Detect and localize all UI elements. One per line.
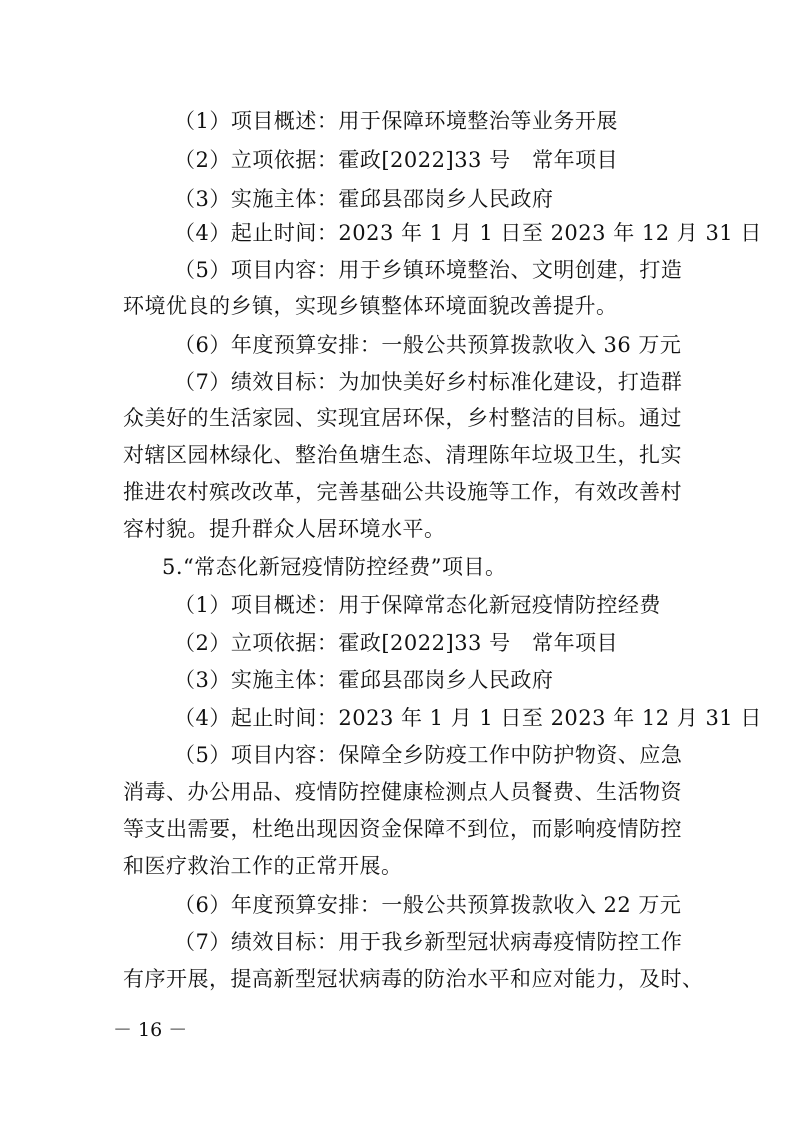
- text-line: 容村貌。提升群众人居环境水平。: [123, 517, 446, 541]
- text-line: （5）项目内容：保障全乡防疫工作中防护物资、应急: [174, 743, 683, 767]
- text-line: （7）绩效目标：用于我乡新型冠状病毒疫情防控工作: [174, 930, 683, 954]
- text-line: （4）起止时间：2023 年 1 月 1 日至 2023 年 12 月 31 日: [174, 221, 762, 245]
- text-line: 和医疗救治工作的正常开展。: [123, 854, 403, 878]
- text-line: （7）绩效目标：为加快美好乡村标准化建设，打造群: [174, 370, 683, 394]
- text-line: （3）实施主体：霍邱县邵岗乡人民政府: [174, 187, 554, 211]
- text-line: （1）项目概述：用于保障环境整治等业务开展: [174, 109, 618, 133]
- page-number: － 16 －: [113, 1019, 188, 1041]
- text-line: 有序开展，提高新型冠状病毒的防治水平和应对能力，及时、: [123, 967, 704, 991]
- text-line: 众美好的生活家园、实现宜居环保，乡村整洁的目标。通过: [123, 406, 682, 430]
- text-line: （2）立项依据：霍政[2022]33 号 常年项目: [174, 148, 619, 172]
- text-line: 环境优良的乡镇，实现乡镇整体环境面貌改善提升。: [123, 294, 618, 318]
- text-line: （3）实施主体：霍邱县邵岗乡人民政府: [174, 668, 554, 692]
- text-line: （4）起止时间：2023 年 1 月 1 日至 2023 年 12 月 31 日: [174, 706, 762, 730]
- text-line: 消毒、办公用品、疫情防控健康检测点人员餐费、生活物资: [123, 780, 682, 804]
- section-heading: 5.“常态化新冠疫情防控经费”项目。: [162, 555, 507, 579]
- text-line: （1）项目概述：用于保障常态化新冠疫情防控经费: [174, 593, 661, 617]
- text-line: （6）年度预算安排：一般公共预算拨款收入 36 万元: [174, 333, 682, 357]
- text-line: 等支出需要，杜绝出现因资金保障不到位，而影响疫情防控: [123, 817, 682, 841]
- text-line: 推进农村殡改改革，完善基础公共设施等工作，有效改善村: [123, 480, 682, 504]
- text-line: （2）立项依据：霍政[2022]33 号 常年项目: [174, 631, 619, 655]
- text-line: 对辖区园林绿化、整治鱼塘生态、清理陈年垃圾卫生，扎实: [123, 443, 682, 467]
- text-line: （6）年度预算安排：一般公共预算拨款收入 22 万元: [174, 893, 682, 917]
- text-line: （5）项目内容：用于乡镇环境整治、文明创建，打造: [174, 258, 683, 282]
